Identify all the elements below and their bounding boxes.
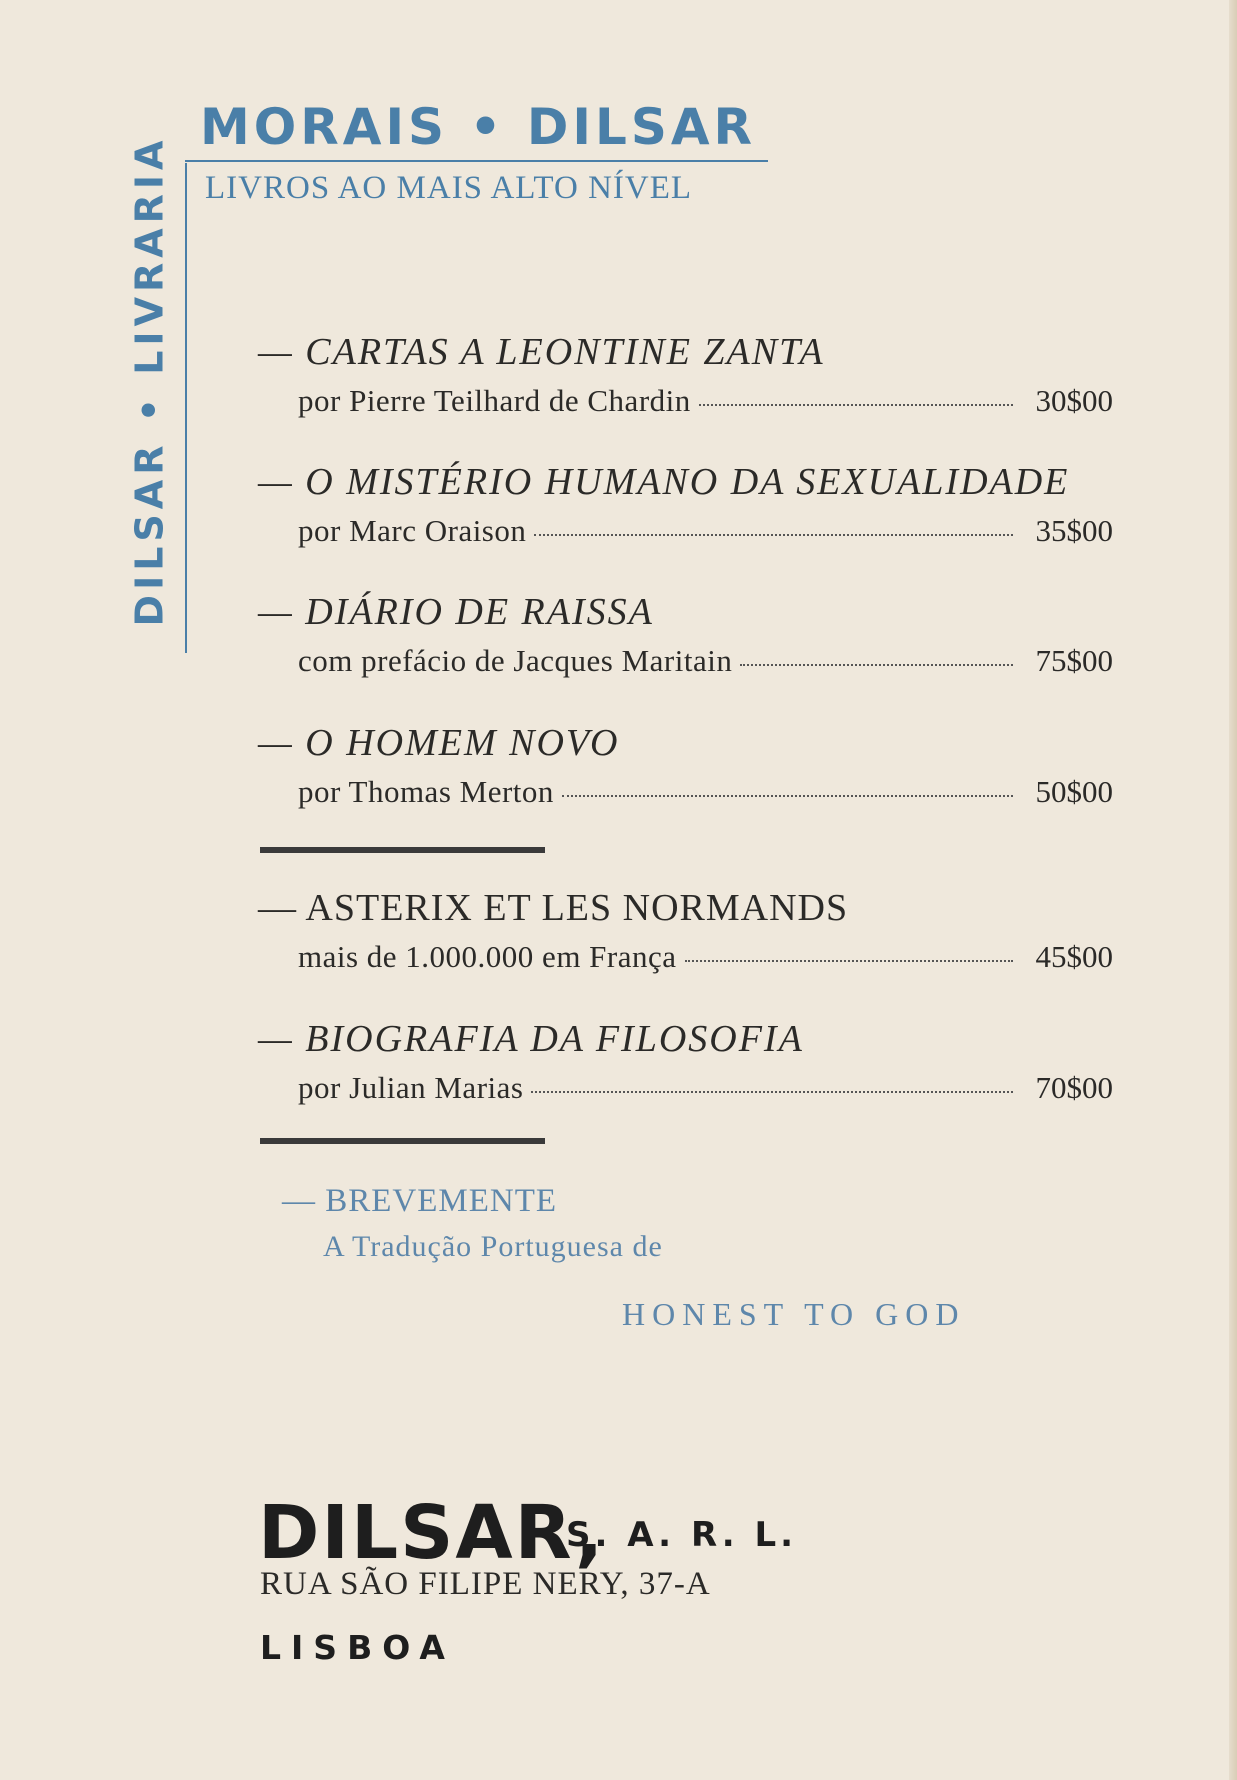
book-price: 45$00 <box>1035 939 1113 974</box>
book-entry <box>258 886 1118 976</box>
book-title: — BIOGRAFIA DA FILOSOFIA <box>258 1018 804 1060</box>
book-entry <box>258 460 1118 550</box>
publisher-name: DILSAR, <box>258 1490 606 1576</box>
book-detail-line <box>298 642 1113 680</box>
page-edge <box>1229 0 1237 1780</box>
book-entry <box>258 1017 1118 1107</box>
announcement-text: A Tradução Portuguesa de <box>323 1230 663 1263</box>
book-price: 50$00 <box>1035 774 1113 809</box>
side-banner <box>128 106 170 656</box>
book-entry <box>258 590 1118 680</box>
announcement-label: — BREVEMENTE <box>282 1183 558 1219</box>
dot-leader <box>740 664 1013 666</box>
publisher-city: LISBOA <box>260 1628 455 1667</box>
publisher-suffix: S. A. R. L. <box>566 1515 798 1555</box>
book-credit: mais de 1.000.000 em França <box>298 939 677 974</box>
book-title: — O HOMEM NOVO <box>258 722 620 764</box>
dot-leader <box>531 1091 1013 1093</box>
book-entry <box>258 330 1118 420</box>
header-horizontal-rule <box>185 160 768 162</box>
book-detail-line <box>298 512 1113 550</box>
section-divider <box>260 847 545 853</box>
book-title: — DIÁRIO DE RAISSA <box>258 591 654 633</box>
book-price: 35$00 <box>1035 513 1113 548</box>
book-price: 70$00 <box>1035 1070 1113 1105</box>
dot-leader <box>699 404 1013 406</box>
dot-leader <box>562 795 1013 797</box>
publisher-address: RUA SÃO FILIPE NERY, 37-A <box>260 1566 711 1602</box>
book-credit: por Pierre Teilhard de Chardin <box>298 383 691 418</box>
dot-leader <box>534 534 1013 536</box>
book-credit: por Thomas Merton <box>298 774 554 809</box>
book-credit: com prefácio de Jacques Maritain <box>298 643 733 678</box>
side-banner-text: DILSAR • LIVRARIA <box>127 135 172 627</box>
brand-tagline: LIVROS AO MAIS ALTO NÍVEL <box>205 170 693 206</box>
book-entry <box>258 721 1118 811</box>
brand-title: MORAIS • DILSAR <box>200 98 757 156</box>
announcement-book-title: HONEST TO GOD <box>622 1296 966 1332</box>
book-title: — ASTERIX ET LES NORMANDS <box>258 887 849 929</box>
header-vertical-rule <box>185 163 187 653</box>
book-price: 30$00 <box>1035 383 1113 418</box>
book-title: — O MISTÉRIO HUMANO DA SEXUALIDADE <box>258 461 1070 503</box>
book-detail-line <box>298 773 1113 811</box>
book-price: 75$00 <box>1035 643 1113 678</box>
book-title: — CARTAS A LEONTINE ZANTA <box>258 331 825 373</box>
book-detail-line <box>298 382 1113 420</box>
dot-leader <box>685 960 1013 962</box>
book-credit: por Julian Marias <box>298 1070 524 1105</box>
section-divider <box>260 1138 545 1144</box>
book-credit: por Marc Oraison <box>298 513 527 548</box>
book-detail-line <box>298 938 1113 976</box>
book-detail-line <box>298 1069 1113 1107</box>
